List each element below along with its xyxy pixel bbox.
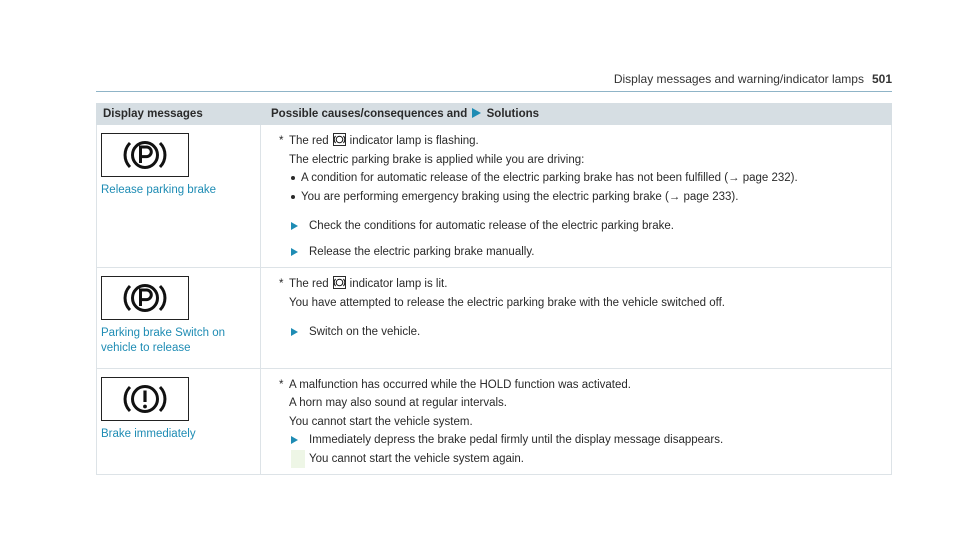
display-message-text: Release parking brake xyxy=(101,184,217,196)
display-messages-table xyxy=(96,103,892,475)
cause-detail: You cannot start the vehicle system. xyxy=(289,415,473,428)
parking-brake-p-icon xyxy=(121,136,169,174)
page-header-title: Display messages and warning/indicator lamps xyxy=(613,72,864,86)
cause-line: * The red indicator lamp is lit. xyxy=(279,278,448,290)
page-header xyxy=(614,72,892,86)
page-number: 501 xyxy=(871,72,892,86)
causes-solutions-cell xyxy=(261,368,892,475)
table-header-row xyxy=(97,104,892,125)
action-arrow-icon xyxy=(291,248,298,256)
solution-note: You cannot start the vehicle system again. xyxy=(279,450,883,469)
solution-step: Switch on the vehicle. xyxy=(279,323,883,342)
lamp-symbol-box xyxy=(101,276,189,320)
column-header-solutions: Solutions xyxy=(486,108,540,120)
causes-solutions-cell xyxy=(261,268,892,369)
lamp-symbol-box xyxy=(101,377,189,421)
cause-bullet: You are performing emergency braking using the electric parking brake (→ page 233). xyxy=(279,188,883,207)
causes-solutions-cell xyxy=(261,125,892,268)
solution-step: Release the electric parking brake manually. xyxy=(279,243,883,262)
column-header-causes: Possible causes/consequences and xyxy=(271,108,468,120)
action-arrow-icon xyxy=(291,222,298,230)
display-message-cell xyxy=(97,125,261,268)
solution-step: Check the conditions for automatic release of the electric parking brake. xyxy=(279,217,883,236)
cause-intro: The electric parking brake is applied while you are driving: xyxy=(289,153,585,166)
cause-line: * The red indicator lamp is flashing. xyxy=(279,135,479,147)
parking-brake-indicator-icon xyxy=(333,133,346,146)
cause-intro: You have attempted to release the electric parking brake with the vehicle switched off. xyxy=(289,296,725,309)
display-message-text: Brake immediately xyxy=(101,427,196,440)
action-arrow-icon xyxy=(291,328,298,336)
table-row xyxy=(97,368,892,475)
brake-warning-exclamation-icon xyxy=(121,380,169,418)
column-header-display-messages: Display messages xyxy=(97,104,261,125)
parking-brake-p-icon xyxy=(121,279,169,317)
action-arrow-icon xyxy=(291,436,298,444)
display-message-text: vehicle to release xyxy=(101,342,191,354)
solution-step: Immediately depress the brake pedal firmly until the display message disappears. xyxy=(279,431,883,450)
table-row xyxy=(97,268,892,369)
display-message-cell xyxy=(97,368,261,475)
parking-brake-indicator-icon xyxy=(333,276,346,289)
action-arrow-icon xyxy=(472,108,481,118)
column-header-causes-solutions xyxy=(261,104,892,125)
table-row xyxy=(97,125,892,268)
display-message-cell xyxy=(97,268,261,369)
display-message-text: Parking brake Switch on xyxy=(101,327,226,339)
lamp-symbol-box xyxy=(101,133,189,177)
cause-detail: A horn may also sound at regular intervals. xyxy=(289,397,507,409)
cause-line: * A malfunction has occurred while the HOLD function was activated. xyxy=(279,378,631,391)
cause-bullet: A condition for automatic release of the electric parking brake has not been fulfilled (→ page 232). xyxy=(279,169,883,188)
header-divider xyxy=(96,91,892,92)
